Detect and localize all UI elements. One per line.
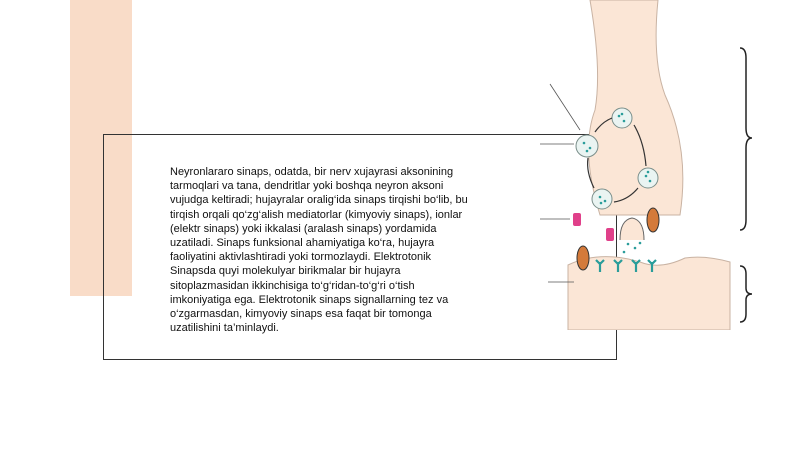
curly-brace-icon bbox=[740, 48, 752, 322]
synapse-description-paragraph: Neyronlararo sinaps, odatda, bir nerv xujayrasi aksonining tarmoqlari va tana, dendritlar yoki boshqa neyron aksoni vujudga keltiradi; hujayralar oralig‘ida sinaps tirqishi bo‘lib, bu tirqish orqali qo‘zg‘alish mediatorlar (kimyoviy sinaps), ionlar (elektr sinaps) yoki ikkalasi (aralash sinaps) yordamida uzatiladi. Sinaps funksional ahamiyatiga ko‘ra, hujayra faoliyatini aktivlashtiradi yoki tormozlaydi. Elektrotonik Sinapsda quyi molekulyar birikmalar bir hujayra sitoplazmasidan ikkinchisiga to‘g‘ridan-to‘g‘ri o‘tish imkoniyatiga ega. Elektrotonik sinaps signallarning tez va o‘zgarmasdan, kimyoviy sinaps esa faqat bir tomonga uzatilishini ta’minlaydi. bbox=[170, 166, 468, 335]
postsynaptic-membrane bbox=[568, 257, 730, 330]
fusion-pore bbox=[620, 218, 644, 240]
presynaptic-terminal bbox=[589, 0, 683, 215]
synapse-diagram bbox=[540, 0, 800, 330]
ion-channel-icon bbox=[573, 213, 614, 241]
